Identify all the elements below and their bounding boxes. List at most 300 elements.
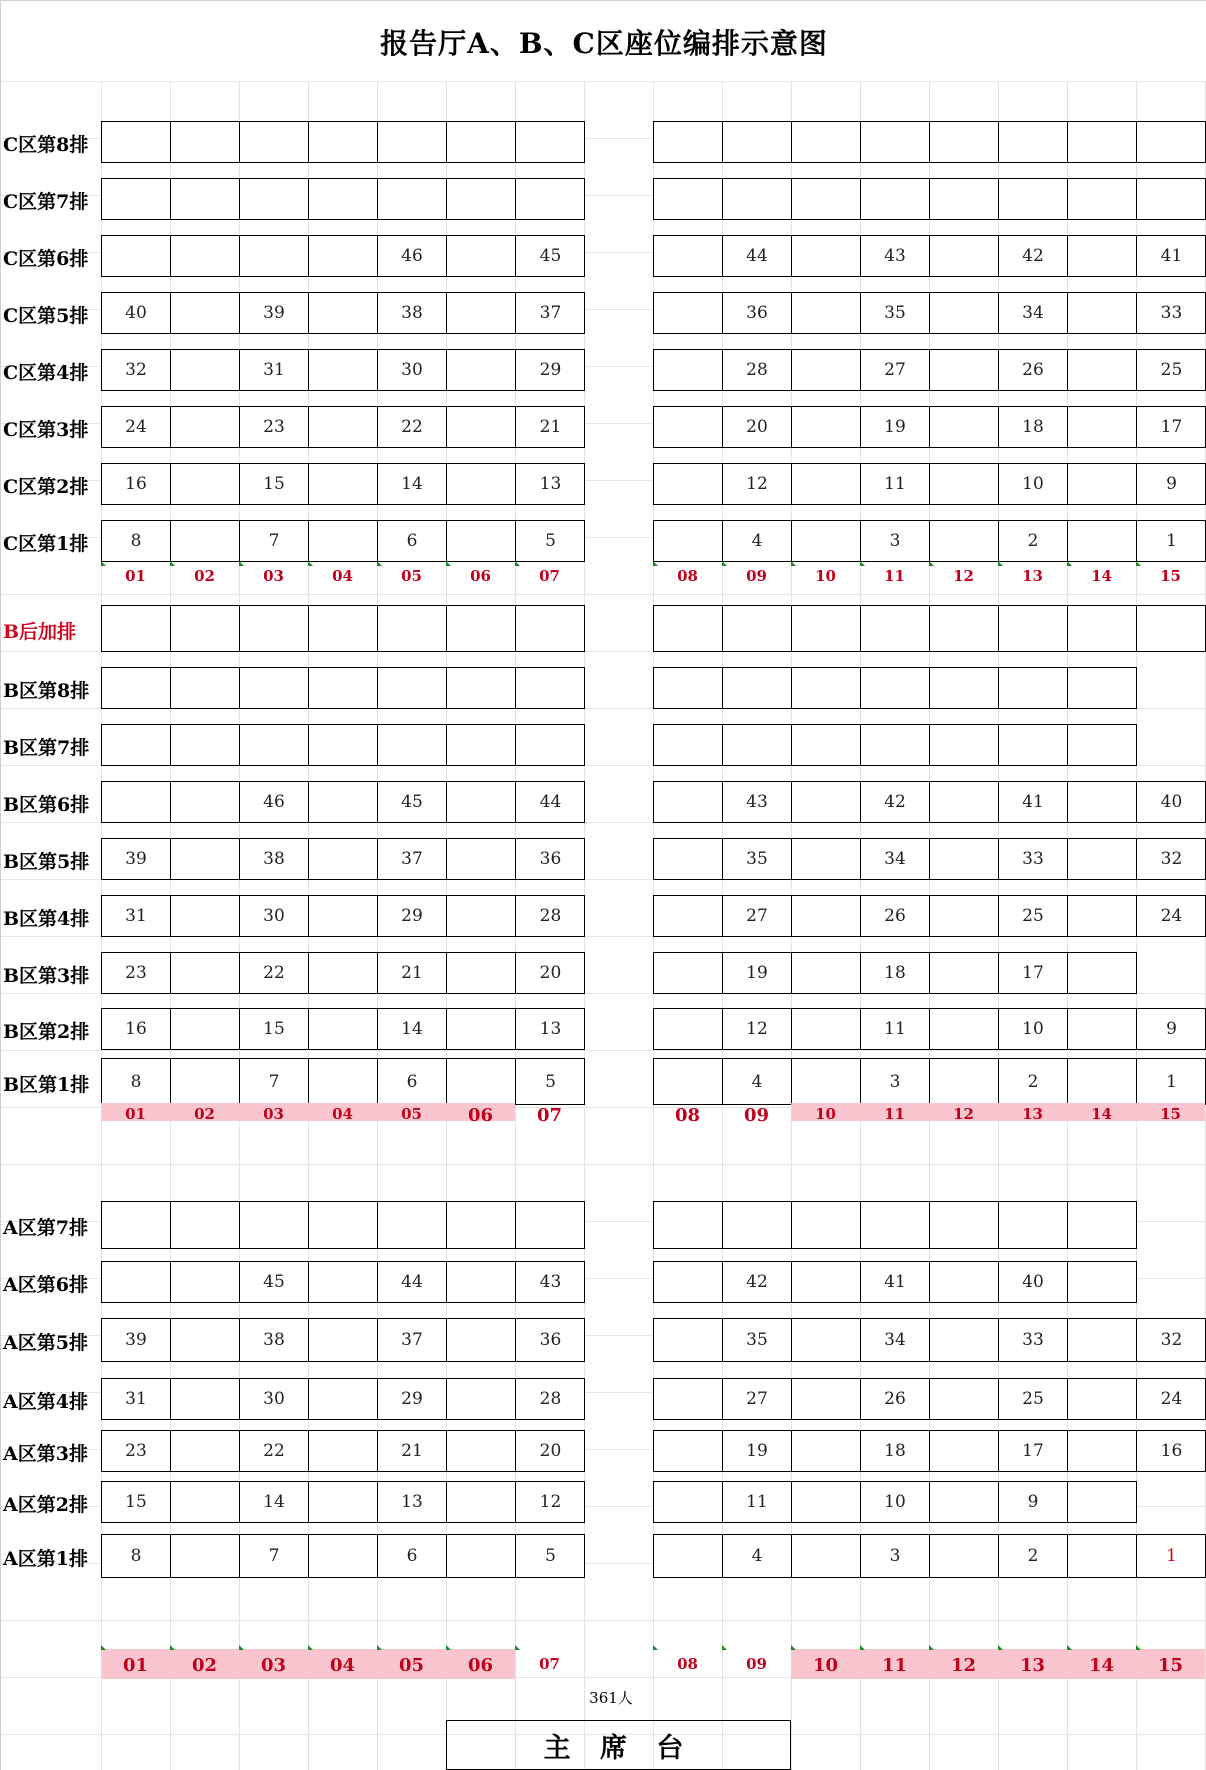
seat-cell[interactable]: 1 bbox=[1166, 1071, 1177, 1092]
seat-cell[interactable]: 11 bbox=[723, 1482, 792, 1522]
seat-cell[interactable]: 4 bbox=[723, 521, 792, 561]
seat-cell[interactable]: 31 bbox=[102, 1379, 171, 1419]
seat-cell[interactable] bbox=[930, 179, 999, 219]
seat-cell[interactable]: 32 bbox=[1160, 849, 1183, 869]
seat-cell[interactable] bbox=[447, 293, 516, 333]
seat-cell[interactable]: 44 bbox=[378, 1262, 447, 1302]
seat-cell[interactable] bbox=[654, 1009, 723, 1049]
seat-cell[interactable] bbox=[999, 606, 1068, 651]
seat-cell[interactable] bbox=[171, 464, 240, 504]
seat-cell[interactable] bbox=[171, 1059, 240, 1104]
seat-cell[interactable]: 15 bbox=[240, 1009, 309, 1049]
seat-cell[interactable]: 1 bbox=[1166, 531, 1177, 551]
seat-cell[interactable]: 38 bbox=[378, 293, 447, 333]
seat-cell[interactable]: 45 bbox=[378, 782, 447, 822]
seat-cell[interactable]: 25 bbox=[999, 896, 1068, 936]
seat-cell[interactable]: 32 bbox=[102, 350, 171, 390]
seat-cell[interactable] bbox=[930, 236, 999, 276]
seat-cell[interactable] bbox=[792, 1379, 861, 1419]
seat-cell[interactable]: 26 bbox=[861, 896, 930, 936]
seat-cell[interactable] bbox=[309, 839, 378, 879]
seat-cell[interactable]: 18 bbox=[999, 407, 1068, 447]
seat-cell[interactable] bbox=[654, 953, 723, 993]
seat-cell[interactable] bbox=[240, 725, 309, 765]
seat-cell[interactable] bbox=[171, 1535, 240, 1577]
seat-cell[interactable] bbox=[930, 953, 999, 993]
seat-cell[interactable] bbox=[447, 179, 516, 219]
seat-cell[interactable] bbox=[999, 1202, 1068, 1248]
seat-cell[interactable]: 27 bbox=[861, 350, 930, 390]
seat-cell[interactable] bbox=[1137, 606, 1206, 651]
seat-cell[interactable] bbox=[792, 464, 861, 504]
seat-cell[interactable] bbox=[930, 1535, 999, 1577]
seat-cell[interactable] bbox=[240, 236, 309, 276]
seat-cell[interactable] bbox=[654, 1535, 723, 1577]
seat-cell[interactable] bbox=[930, 1059, 999, 1104]
seat-cell[interactable]: 38 bbox=[240, 839, 309, 879]
seat-cell[interactable] bbox=[378, 725, 447, 765]
seat-cell[interactable]: 20 bbox=[723, 407, 792, 447]
seat-cell[interactable]: 38 bbox=[240, 1319, 309, 1361]
seat-cell[interactable]: 19 bbox=[723, 953, 792, 993]
seat-cell[interactable] bbox=[1068, 1379, 1137, 1419]
seat-cell[interactable]: 15 bbox=[102, 1482, 171, 1522]
seat-cell[interactable]: 7 bbox=[240, 1059, 309, 1104]
seat-cell[interactable] bbox=[654, 236, 723, 276]
seat-cell[interactable] bbox=[171, 1431, 240, 1471]
seat-cell[interactable]: 13 bbox=[539, 1019, 562, 1039]
seat-cell[interactable]: 26 bbox=[999, 350, 1068, 390]
seat-cell[interactable]: 24 bbox=[102, 407, 171, 447]
seat-cell[interactable]: 20 bbox=[539, 1441, 562, 1461]
seat-cell[interactable] bbox=[654, 725, 723, 765]
seat-cell[interactable]: 29 bbox=[378, 896, 447, 936]
seat-cell[interactable] bbox=[309, 1009, 378, 1049]
seat-cell[interactable]: 44 bbox=[539, 792, 562, 812]
seat-cell[interactable]: 30 bbox=[240, 896, 309, 936]
seat-cell[interactable]: 23 bbox=[240, 407, 309, 447]
seat-cell[interactable]: 22 bbox=[240, 1431, 309, 1471]
seat-cell[interactable] bbox=[930, 293, 999, 333]
seat-cell[interactable]: 45 bbox=[240, 1262, 309, 1302]
seat-cell[interactable]: 11 bbox=[861, 464, 930, 504]
seat-cell[interactable] bbox=[723, 668, 792, 708]
seat-cell[interactable] bbox=[309, 896, 378, 936]
seat-cell[interactable] bbox=[930, 725, 999, 765]
seat-cell[interactable]: 5 bbox=[545, 1546, 556, 1566]
seat-cell[interactable] bbox=[378, 179, 447, 219]
seat-cell[interactable] bbox=[1068, 606, 1137, 651]
seat-cell[interactable] bbox=[1068, 1535, 1137, 1577]
seat-cell[interactable] bbox=[792, 179, 861, 219]
seat-cell[interactable] bbox=[171, 1319, 240, 1361]
seat-cell[interactable] bbox=[309, 1535, 378, 1577]
seat-cell[interactable] bbox=[930, 122, 999, 162]
seat-cell[interactable]: 12 bbox=[723, 1009, 792, 1049]
seat-cell[interactable] bbox=[723, 606, 792, 651]
seat-cell[interactable]: 35 bbox=[723, 839, 792, 879]
seat-cell[interactable]: 35 bbox=[723, 1319, 792, 1361]
seat-cell[interactable] bbox=[1068, 1059, 1137, 1104]
seat-cell[interactable] bbox=[1068, 782, 1137, 822]
seat-cell[interactable] bbox=[792, 1202, 861, 1248]
seat-cell[interactable] bbox=[1068, 839, 1137, 879]
seat-cell[interactable] bbox=[1068, 407, 1137, 447]
seat-cell[interactable] bbox=[861, 725, 930, 765]
seat-cell[interactable] bbox=[792, 606, 861, 651]
seat-cell[interactable] bbox=[447, 668, 516, 708]
seat-cell[interactable] bbox=[171, 606, 240, 651]
seat-cell[interactable] bbox=[930, 668, 999, 708]
seat-cell[interactable] bbox=[654, 407, 723, 447]
seat-cell[interactable] bbox=[447, 1009, 516, 1049]
seat-cell[interactable] bbox=[378, 122, 447, 162]
seat-cell[interactable] bbox=[516, 606, 585, 651]
seat-cell[interactable] bbox=[654, 1262, 723, 1302]
seat-cell[interactable] bbox=[171, 896, 240, 936]
seat-cell[interactable]: 5 bbox=[545, 1071, 556, 1092]
seat-cell[interactable] bbox=[792, 122, 861, 162]
seat-cell[interactable] bbox=[792, 668, 861, 708]
seat-cell[interactable] bbox=[309, 782, 378, 822]
seat-cell[interactable] bbox=[309, 1059, 378, 1104]
seat-cell[interactable]: 10 bbox=[999, 1009, 1068, 1049]
seat-cell[interactable]: 22 bbox=[240, 953, 309, 993]
seat-cell[interactable]: 2 bbox=[999, 1535, 1068, 1577]
seat-cell[interactable] bbox=[999, 725, 1068, 765]
seat-cell[interactable] bbox=[792, 293, 861, 333]
seat-cell[interactable]: 1 bbox=[1166, 1546, 1177, 1566]
seat-cell[interactable]: 32 bbox=[1160, 1330, 1183, 1350]
seat-cell[interactable] bbox=[447, 1202, 516, 1248]
seat-cell[interactable]: 39 bbox=[102, 839, 171, 879]
seat-cell[interactable] bbox=[861, 1202, 930, 1248]
seat-cell[interactable] bbox=[1068, 1319, 1137, 1361]
seat-cell[interactable]: 31 bbox=[102, 896, 171, 936]
seat-cell[interactable] bbox=[447, 1059, 516, 1104]
seat-cell[interactable]: 21 bbox=[378, 1431, 447, 1471]
seat-cell[interactable]: 13 bbox=[539, 474, 562, 494]
seat-cell[interactable]: 25 bbox=[999, 1379, 1068, 1419]
seat-cell[interactable]: 8 bbox=[102, 1059, 171, 1104]
seat-cell[interactable]: 37 bbox=[378, 1319, 447, 1361]
seat-cell[interactable]: 3 bbox=[861, 1059, 930, 1104]
seat-cell[interactable]: 39 bbox=[102, 1319, 171, 1361]
seat-cell[interactable] bbox=[447, 896, 516, 936]
seat-cell[interactable] bbox=[516, 668, 585, 708]
seat-cell[interactable]: 44 bbox=[723, 236, 792, 276]
seat-cell[interactable] bbox=[1137, 122, 1206, 162]
seat-cell[interactable]: 19 bbox=[861, 407, 930, 447]
seat-cell[interactable] bbox=[309, 179, 378, 219]
seat-cell[interactable] bbox=[1068, 293, 1137, 333]
seat-cell[interactable] bbox=[309, 122, 378, 162]
seat-cell[interactable]: 41 bbox=[1160, 246, 1183, 266]
seat-cell[interactable]: 5 bbox=[545, 531, 556, 551]
seat-cell[interactable]: 3 bbox=[861, 521, 930, 561]
seat-cell[interactable] bbox=[792, 1262, 861, 1302]
seat-cell[interactable]: 33 bbox=[1160, 303, 1183, 323]
seat-cell[interactable] bbox=[861, 122, 930, 162]
seat-cell[interactable] bbox=[516, 725, 585, 765]
seat-cell[interactable] bbox=[930, 407, 999, 447]
seat-cell[interactable] bbox=[723, 725, 792, 765]
seat-cell[interactable]: 36 bbox=[539, 1330, 562, 1350]
seat-cell[interactable] bbox=[447, 464, 516, 504]
seat-cell[interactable] bbox=[930, 1262, 999, 1302]
seat-cell[interactable]: 8 bbox=[102, 1535, 171, 1577]
seat-cell[interactable] bbox=[102, 606, 171, 651]
seat-cell[interactable]: 37 bbox=[378, 839, 447, 879]
seat-cell[interactable] bbox=[171, 1262, 240, 1302]
seat-cell[interactable]: 23 bbox=[102, 953, 171, 993]
seat-cell[interactable] bbox=[171, 1379, 240, 1419]
seat-cell[interactable] bbox=[171, 668, 240, 708]
seat-cell[interactable] bbox=[447, 350, 516, 390]
seat-cell[interactable] bbox=[309, 236, 378, 276]
seat-cell[interactable] bbox=[654, 1202, 723, 1248]
seat-cell[interactable] bbox=[309, 953, 378, 993]
seat-cell[interactable]: 17 bbox=[1160, 417, 1183, 437]
seat-cell[interactable] bbox=[1068, 896, 1137, 936]
seat-cell[interactable] bbox=[516, 179, 585, 219]
seat-cell[interactable]: 42 bbox=[723, 1262, 792, 1302]
seat-cell[interactable] bbox=[171, 1202, 240, 1248]
seat-cell[interactable]: 40 bbox=[999, 1262, 1068, 1302]
seat-cell[interactable]: 14 bbox=[240, 1482, 309, 1522]
seat-cell[interactable] bbox=[309, 293, 378, 333]
seat-cell[interactable] bbox=[930, 1431, 999, 1471]
seat-cell[interactable] bbox=[861, 179, 930, 219]
seat-cell[interactable]: 18 bbox=[861, 1431, 930, 1471]
seat-cell[interactable]: 30 bbox=[240, 1379, 309, 1419]
seat-cell[interactable] bbox=[102, 236, 171, 276]
seat-cell[interactable]: 6 bbox=[378, 1059, 447, 1104]
seat-cell[interactable] bbox=[309, 464, 378, 504]
seat-cell[interactable]: 46 bbox=[378, 236, 447, 276]
seat-cell[interactable]: 28 bbox=[723, 350, 792, 390]
seat-cell[interactable] bbox=[447, 1379, 516, 1419]
seat-cell[interactable] bbox=[447, 122, 516, 162]
seat-cell[interactable]: 37 bbox=[539, 303, 562, 323]
seat-cell[interactable]: 46 bbox=[240, 782, 309, 822]
seat-cell[interactable] bbox=[654, 1319, 723, 1361]
seat-cell[interactable] bbox=[102, 179, 171, 219]
seat-cell[interactable] bbox=[792, 1482, 861, 1522]
seat-cell[interactable] bbox=[1068, 179, 1137, 219]
seat-cell[interactable]: 12 bbox=[723, 464, 792, 504]
seat-cell[interactable] bbox=[792, 896, 861, 936]
seat-cell[interactable] bbox=[516, 122, 585, 162]
seat-cell[interactable] bbox=[171, 407, 240, 447]
seat-cell[interactable] bbox=[792, 725, 861, 765]
seat-cell[interactable]: 45 bbox=[539, 246, 562, 266]
seat-cell[interactable]: 21 bbox=[539, 417, 562, 437]
seat-cell[interactable]: 16 bbox=[102, 464, 171, 504]
seat-cell[interactable] bbox=[1068, 953, 1137, 993]
seat-cell[interactable] bbox=[447, 521, 516, 561]
seat-cell[interactable] bbox=[240, 1202, 309, 1248]
seat-cell[interactable]: 3 bbox=[861, 1535, 930, 1577]
seat-cell[interactable] bbox=[930, 521, 999, 561]
seat-cell[interactable] bbox=[930, 1482, 999, 1522]
seat-cell[interactable]: 9 bbox=[1166, 1019, 1177, 1039]
seat-cell[interactable]: 7 bbox=[240, 1535, 309, 1577]
seat-cell[interactable] bbox=[309, 521, 378, 561]
seat-cell[interactable] bbox=[792, 350, 861, 390]
seat-cell[interactable] bbox=[378, 606, 447, 651]
seat-cell[interactable] bbox=[309, 1379, 378, 1419]
seat-cell[interactable] bbox=[654, 606, 723, 651]
seat-cell[interactable] bbox=[171, 350, 240, 390]
seat-cell[interactable]: 28 bbox=[539, 906, 562, 926]
seat-cell[interactable]: 2 bbox=[999, 1059, 1068, 1104]
seat-cell[interactable] bbox=[240, 668, 309, 708]
seat-cell[interactable]: 10 bbox=[999, 464, 1068, 504]
seat-cell[interactable] bbox=[171, 782, 240, 822]
seat-cell[interactable] bbox=[447, 1262, 516, 1302]
seat-cell[interactable] bbox=[171, 953, 240, 993]
seat-cell[interactable]: 20 bbox=[539, 963, 562, 983]
seat-cell[interactable] bbox=[309, 1482, 378, 1522]
seat-cell[interactable]: 14 bbox=[378, 464, 447, 504]
seat-cell[interactable] bbox=[654, 521, 723, 561]
seat-cell[interactable] bbox=[930, 1009, 999, 1049]
seat-cell[interactable] bbox=[654, 839, 723, 879]
seat-cell[interactable]: 10 bbox=[861, 1482, 930, 1522]
seat-cell[interactable] bbox=[309, 350, 378, 390]
seat-cell[interactable]: 26 bbox=[861, 1379, 930, 1419]
seat-cell[interactable] bbox=[654, 1482, 723, 1522]
seat-cell[interactable]: 42 bbox=[861, 782, 930, 822]
seat-cell[interactable] bbox=[447, 1319, 516, 1361]
seat-cell[interactable] bbox=[792, 1059, 861, 1104]
seat-cell[interactable] bbox=[1068, 122, 1137, 162]
seat-cell[interactable]: 29 bbox=[539, 360, 562, 380]
seat-cell[interactable] bbox=[447, 1535, 516, 1577]
seat-cell[interactable] bbox=[723, 122, 792, 162]
seat-cell[interactable] bbox=[930, 839, 999, 879]
seat-cell[interactable]: 25 bbox=[1160, 360, 1183, 380]
seat-cell[interactable] bbox=[1068, 668, 1137, 708]
seat-cell[interactable]: 34 bbox=[861, 1319, 930, 1361]
seat-cell[interactable] bbox=[723, 1202, 792, 1248]
seat-cell[interactable] bbox=[654, 179, 723, 219]
seat-cell[interactable] bbox=[171, 236, 240, 276]
seat-cell[interactable] bbox=[447, 953, 516, 993]
seat-cell[interactable] bbox=[930, 464, 999, 504]
seat-cell[interactable] bbox=[792, 407, 861, 447]
seat-cell[interactable]: 9 bbox=[1166, 474, 1177, 494]
seat-cell[interactable] bbox=[999, 179, 1068, 219]
seat-cell[interactable]: 36 bbox=[723, 293, 792, 333]
seat-cell[interactable] bbox=[723, 179, 792, 219]
seat-cell[interactable] bbox=[1137, 179, 1206, 219]
seat-cell[interactable] bbox=[861, 668, 930, 708]
seat-cell[interactable] bbox=[309, 606, 378, 651]
seat-cell[interactable] bbox=[102, 782, 171, 822]
seat-cell[interactable] bbox=[171, 293, 240, 333]
seat-cell[interactable] bbox=[792, 839, 861, 879]
seat-cell[interactable]: 6 bbox=[378, 1535, 447, 1577]
seat-cell[interactable] bbox=[792, 1535, 861, 1577]
seat-cell[interactable] bbox=[171, 725, 240, 765]
seat-cell[interactable]: 7 bbox=[240, 521, 309, 561]
seat-cell[interactable]: 39 bbox=[240, 293, 309, 333]
seat-cell[interactable]: 12 bbox=[539, 1492, 562, 1512]
seat-cell[interactable] bbox=[378, 668, 447, 708]
seat-cell[interactable]: 40 bbox=[102, 293, 171, 333]
seat-cell[interactable] bbox=[930, 350, 999, 390]
seat-cell[interactable] bbox=[1068, 725, 1137, 765]
seat-cell[interactable] bbox=[654, 464, 723, 504]
seat-cell[interactable]: 17 bbox=[999, 953, 1068, 993]
seat-cell[interactable]: 33 bbox=[999, 1319, 1068, 1361]
seat-cell[interactable] bbox=[792, 521, 861, 561]
seat-cell[interactable]: 15 bbox=[240, 464, 309, 504]
seat-cell[interactable] bbox=[792, 1431, 861, 1471]
seat-cell[interactable]: 23 bbox=[102, 1431, 171, 1471]
seat-cell[interactable] bbox=[447, 1431, 516, 1471]
seat-cell[interactable] bbox=[654, 293, 723, 333]
seat-cell[interactable]: 6 bbox=[378, 521, 447, 561]
seat-cell[interactable] bbox=[654, 1379, 723, 1419]
seat-cell[interactable] bbox=[792, 953, 861, 993]
seat-cell[interactable]: 19 bbox=[723, 1431, 792, 1471]
seat-cell[interactable]: 43 bbox=[723, 782, 792, 822]
seat-cell[interactable]: 13 bbox=[378, 1482, 447, 1522]
seat-cell[interactable]: 34 bbox=[861, 839, 930, 879]
seat-cell[interactable] bbox=[792, 236, 861, 276]
seat-cell[interactable]: 41 bbox=[861, 1262, 930, 1302]
seat-cell[interactable] bbox=[1068, 1262, 1137, 1302]
seat-cell[interactable] bbox=[171, 839, 240, 879]
seat-cell[interactable] bbox=[102, 668, 171, 708]
seat-cell[interactable] bbox=[1068, 521, 1137, 561]
seat-cell[interactable] bbox=[309, 1431, 378, 1471]
seat-cell[interactable]: 4 bbox=[723, 1535, 792, 1577]
seat-cell[interactable] bbox=[171, 1009, 240, 1049]
seat-cell[interactable] bbox=[654, 896, 723, 936]
seat-cell[interactable]: 29 bbox=[378, 1379, 447, 1419]
seat-cell[interactable] bbox=[654, 1431, 723, 1471]
seat-cell[interactable]: 18 bbox=[861, 953, 930, 993]
seat-cell[interactable]: 2 bbox=[999, 521, 1068, 561]
seat-cell[interactable] bbox=[447, 407, 516, 447]
seat-cell[interactable]: 34 bbox=[999, 293, 1068, 333]
seat-cell[interactable] bbox=[1068, 1202, 1137, 1248]
seat-cell[interactable] bbox=[447, 236, 516, 276]
seat-cell[interactable] bbox=[930, 1202, 999, 1248]
seat-cell[interactable]: 42 bbox=[999, 236, 1068, 276]
seat-cell[interactable] bbox=[999, 668, 1068, 708]
seat-cell[interactable]: 35 bbox=[861, 293, 930, 333]
seat-cell[interactable] bbox=[171, 122, 240, 162]
seat-cell[interactable] bbox=[171, 521, 240, 561]
seat-cell[interactable]: 40 bbox=[1160, 792, 1183, 812]
seat-cell[interactable]: 27 bbox=[723, 896, 792, 936]
seat-cell[interactable]: 17 bbox=[999, 1431, 1068, 1471]
seat-cell[interactable] bbox=[309, 1262, 378, 1302]
seat-cell[interactable] bbox=[447, 782, 516, 822]
seat-cell[interactable] bbox=[516, 1202, 585, 1248]
seat-cell[interactable] bbox=[999, 122, 1068, 162]
seat-cell[interactable] bbox=[171, 179, 240, 219]
seat-cell[interactable] bbox=[240, 606, 309, 651]
seat-cell[interactable] bbox=[930, 1379, 999, 1419]
seat-cell[interactable]: 43 bbox=[861, 236, 930, 276]
seat-cell[interactable] bbox=[1068, 464, 1137, 504]
